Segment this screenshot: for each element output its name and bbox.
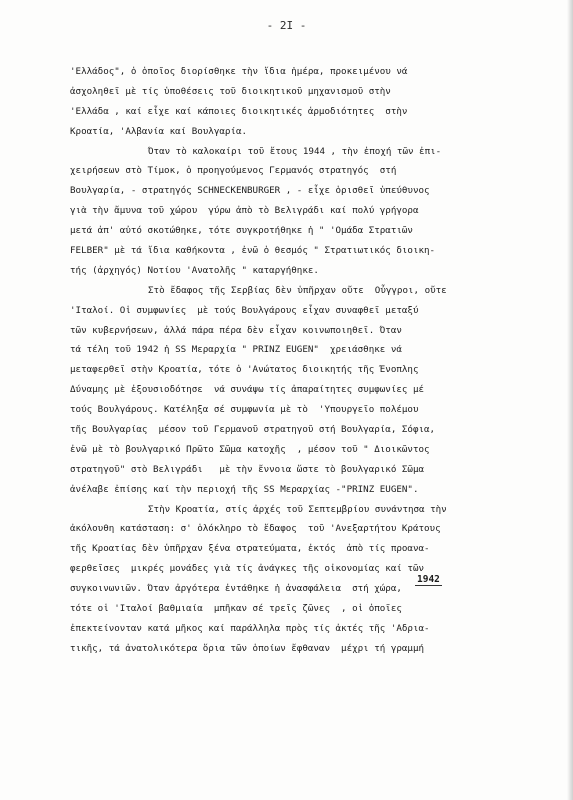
text-line: Κροατία, 'Αλβανία καί Βουλγαρία. [70,125,248,137]
text-line: μεταφερθεῖ στὴν Κροατία, τότε ὁ 'Ανώτατος διοικητής τῆς Ένοπλης [70,364,419,376]
text-line: 'Ελλάδα , καί εἶχε καί κάποιες διοικητικές ἁρμοδιότητες στὴν [70,105,408,117]
handwritten-annotation: 1942 [417,574,440,585]
text-line: ἀνέλαβε ἐπίσης καί τὴν περιοχή τῆς SS Μεραρχίας -"PRINZ EUGEN". [70,483,419,495]
text-line: τά τέλη τοῦ 1942 ἡ SS Μεραρχία " PRINZ EUGEN" χρειάσθηκε νά [70,344,402,356]
text-line: ἐπεκτείνονταν κατά μῆκος καί παράλληλα πρὸς τίς ἀκτές τῆς 'Αδρια- [70,622,430,634]
page-number: - 2I - [266,19,307,32]
text-line: τικῆς, τά ἀνατολικότερα ὅρια τῶν ὁποίων ἔφθαναν μέχρι τή γραμμή [70,642,425,654]
text-line: συγκοινωνιῶν. Όταν ἀργότερα ἐντάθηκε ἡ ἀνασφάλεια στή χώρα, [70,583,402,595]
text-line: ἀκόλουθη κατάσταση: σ' ὁλόκληρο τὸ ἔδαφος τοῦ 'Ανεξαρτήτου Κράτους [70,523,441,535]
text-line: τής (ἀρχηγός) Νοτίου 'Ανατολῆς " καταργήθηκε. [70,264,319,276]
text-line: Δύναμης μὲ ἐξουσιοδότησε νά συνάψω τίς ἀπαραίτητες συμφωνίες μέ [70,384,425,396]
text-line: τότε οἱ 'Ιταλοί βαθμιαία μπῆκαν σέ τρεῖς ζῶνες , οἱ ὁποῖες [70,603,402,615]
text-line: 'Ιταλοί. Οἱ συμφωνίες μὲ τούς Βουλγάρους εἶχαν συναφθεῖ μεταξύ [70,304,419,316]
text-line: τούς Βουλγάρους. Κατέληξα σέ συμφωνία μὲ τὸ 'Υπουργεῖο πολέμου [70,404,419,416]
text-line: χειρήσεων στὸ Τίμοκ, ὁ προηγούμενος Γερμανός στρατηγός στή [70,165,397,177]
text-line: μετά ἀπ' αὐτό σκοτώθηκε, τότε συγκροτήθηκε ἡ " 'Ομάδα Στρατιῶν [70,225,413,237]
text-line: Στὸ ἔδαφος τῆς Σερβίας δὲν ὑπῆρχαν οὔτε Οὖγγροι, οὔτε [148,284,447,296]
text-line: Όταν τὸ καλοκαίρι τοῦ ἔτους 1944 , τὴν ἐποχή τῶν ἐπι- [148,145,442,157]
text-line: γιὰ τὴν ἄμυνα τοῦ χώρου γύρω ἀπὸ τὸ Βελιγράδι καί πολύ γρήγορα [70,205,419,217]
text-line: 'Ελλάδος", ὁ ὁποῖος διορίσθηκε τὴν ἴδια ἡμέρα, προκειμένου νά [70,66,408,77]
body-text [70,62,560,659]
text-line: τῆς Κροατίας δὲν ὑπῆρχαν ξένα στρατεύματα, ἐκτός ἀπὸ τίς προανα- [70,543,430,555]
text-line: τῶν κυβερνήσεων, ἀλλά πάρα πέρα δὲν εἶχαν κοινωποιηθεῖ. Όταν [70,324,402,336]
text-line: ἐνῶ μὲ τὸ βουλγαρικό Πρῶτο Σῶμα κατοχῆς , μέσον τοῦ " Διοικῶντος [70,443,430,455]
text-line: φερθεῖσες μικρές μονάδες γιὰ τίς ἀνάγκες τῆς οἰκονομίας καί τῶν [70,563,425,575]
text-line: ἀσχοληθεῖ μὲ τίς ὑποθέσεις τοῦ διοικητικοῦ μηχανισμοῦ στὴν [70,85,391,97]
text-line: FELBER" μὲ τά ἴδια καθήκοντα , ἐνῶ ὁ θεσμός " Στρατιωτικός διοικη- [70,245,436,257]
text-line: Στὴν Κροατία, στίς ἀρχές τοῦ Σεπτεμβρίου συνάντησα τὴν [148,503,447,515]
text-line: στρατηγοῦ" στὸ Βελιγράδι μὲ τὴν ἔννοια ὥστε τὸ βουλγαρικό Σῶμα [70,463,425,475]
scan-edge-shadow [567,0,573,800]
text-line: Βουλγαρία, - στρατηγός SCHNECKENBURGER , - εἶχε ὁρισθεῖ ὑπεύθυνος [70,185,430,197]
text-line: τῆς Βουλγαρίας μέσον τοῦ Γερμανοῦ στρατηγοῦ στή Βουλγαρία, Σόφια, [70,424,436,436]
